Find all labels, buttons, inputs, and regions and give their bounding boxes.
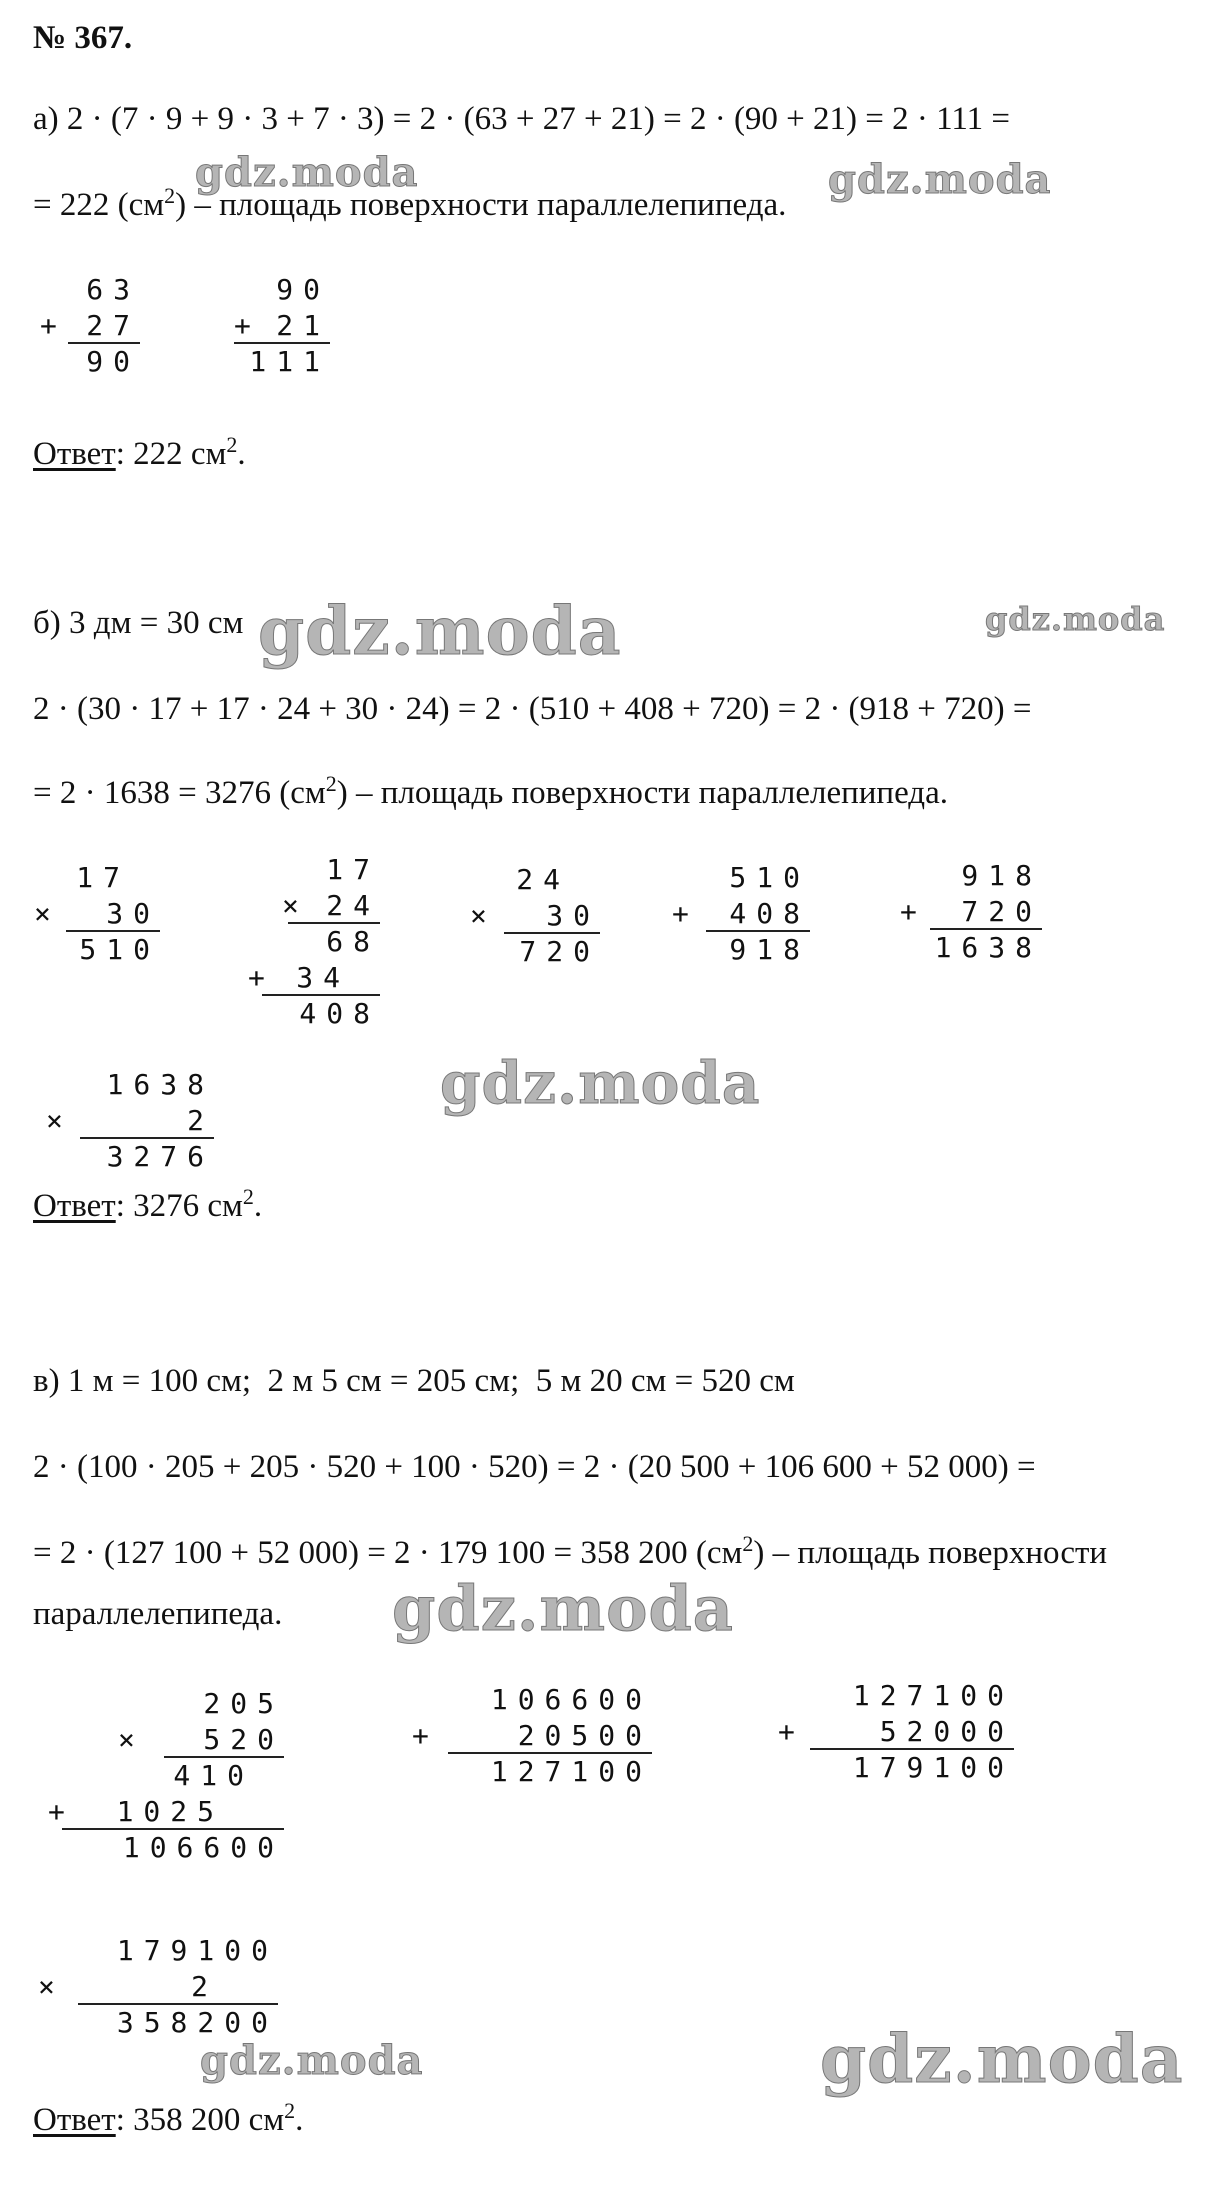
column-calc-b1 bbox=[34, 861, 160, 968]
calc-partial: 410 bbox=[173, 1759, 254, 1792]
superscript: 2 bbox=[226, 432, 238, 457]
calc-row: 27 bbox=[86, 309, 140, 342]
part-b-equation-line3 bbox=[33, 771, 948, 811]
calc-row: 106600 bbox=[490, 1683, 652, 1716]
calc-result: 720 bbox=[519, 935, 600, 968]
calc-underline bbox=[68, 342, 140, 344]
superscript: 2 bbox=[742, 1531, 754, 1556]
calc-underline bbox=[80, 1137, 214, 1139]
watermark: gdz.moda bbox=[195, 149, 419, 196]
column-calc-b6 bbox=[46, 1068, 214, 1175]
calc-row: 720 bbox=[961, 895, 1042, 928]
part-b-result-pre: = 2 · 1638 = 3276 (см bbox=[33, 775, 326, 811]
column-calc-b3 bbox=[470, 863, 600, 970]
superscript: 2 bbox=[164, 183, 176, 208]
calc-row: 510 bbox=[729, 861, 810, 894]
part-c-equation-line2: 2 · (100 · 205 + 205 · 520 + 100 · 520) = 2 · (20 500 + 106 600 + 52 000) = bbox=[33, 1449, 1036, 1485]
answer-label: Ответ bbox=[33, 436, 116, 472]
calc-row: 179100 bbox=[116, 1934, 278, 1967]
watermark: gdz.moda bbox=[820, 2020, 1184, 2098]
calc-underline bbox=[288, 922, 380, 924]
part-b-result-post: ) – площадь поверхности параллелепипеда. bbox=[336, 775, 948, 811]
answer-value: : 3276 см bbox=[115, 1188, 243, 1224]
calc-result: 3276 bbox=[106, 1140, 214, 1173]
part-b-equation-line2: 2 · (30 · 17 + 17 · 24 + 30 · 24) = 2 · (510 + 408 + 720) = 2 · (918 + 720) = bbox=[33, 691, 1032, 727]
part-c-result-post: ) – площадь поверхности bbox=[753, 1535, 1108, 1571]
calc-result: 106600 bbox=[122, 1831, 284, 1864]
calc-row: 24 bbox=[516, 863, 570, 896]
part-c-result-pre: = 2 · (127 100 + 52 000) = 2 · 179 100 = 358 200 (см bbox=[33, 1535, 743, 1571]
watermark: gdz.moda bbox=[440, 1049, 761, 1117]
calc-row: 20500 bbox=[517, 1719, 652, 1752]
plus-sign: + bbox=[412, 1719, 429, 1752]
calc-row: 30 bbox=[546, 899, 600, 932]
times-sign: × bbox=[46, 1104, 63, 1137]
calc-result: 127100 bbox=[490, 1755, 652, 1788]
part-a-result-post: ) – площадь поверхности параллелепипеда. bbox=[175, 187, 787, 223]
part-a-result-pre: = 222 (см bbox=[33, 187, 165, 223]
calc-row: 30 bbox=[106, 897, 160, 930]
watermark: gdz.moda bbox=[200, 2037, 424, 2084]
plus-sign: + bbox=[248, 961, 265, 994]
calc-result: 358200 bbox=[116, 2006, 278, 2039]
calc-underline bbox=[448, 1752, 652, 1754]
calc-underline bbox=[62, 1828, 284, 1830]
times-sign: × bbox=[38, 1970, 55, 2003]
calc-result: 918 bbox=[729, 933, 810, 966]
watermark: gdz.moda bbox=[392, 1572, 734, 1645]
calc-row: 205 bbox=[203, 1687, 284, 1720]
plus-sign: + bbox=[900, 895, 917, 928]
answer-end: . bbox=[237, 436, 246, 472]
calc-partial: 1025 bbox=[116, 1795, 224, 1828]
calc-underline bbox=[930, 928, 1042, 930]
calc-row: 127100 bbox=[852, 1679, 1014, 1712]
calc-row: 408 bbox=[729, 897, 810, 930]
answer-value: : 358 200 см bbox=[115, 2102, 285, 2138]
calc-row: 24 bbox=[326, 889, 380, 922]
times-sign: × bbox=[282, 889, 299, 922]
column-calc-a2 bbox=[230, 273, 330, 380]
column-calc-a1 bbox=[40, 273, 140, 380]
watermark: gdz.moda bbox=[985, 600, 1166, 638]
answer-label: Ответ bbox=[33, 1188, 116, 1224]
calc-row: 17 bbox=[76, 861, 130, 894]
calc-result: 111 bbox=[249, 345, 330, 378]
superscript: 2 bbox=[325, 771, 337, 796]
calc-row: 520 bbox=[203, 1723, 284, 1756]
part-c-equation-line3 bbox=[33, 1531, 1108, 1571]
calc-result: 510 bbox=[79, 933, 160, 966]
superscript: 2 bbox=[284, 2098, 296, 2123]
calc-partial: 34 bbox=[296, 961, 350, 994]
column-calc-b5 bbox=[900, 859, 1042, 966]
calc-result: 90 bbox=[86, 345, 140, 378]
calc-partial: 68 bbox=[326, 925, 380, 958]
calc-result: 179100 bbox=[852, 1751, 1014, 1784]
calc-underline bbox=[504, 932, 600, 934]
calc-row: 63 bbox=[86, 273, 140, 306]
calc-row: 21 bbox=[276, 309, 330, 342]
superscript: 2 bbox=[242, 1184, 254, 1209]
column-calc-c2 bbox=[412, 1683, 652, 1790]
part-c-conversions: в) 1 м = 100 см; 2 м 5 см = 205 см; 5 м 20 см = 520 см bbox=[33, 1363, 795, 1399]
watermark: gdz.moda bbox=[258, 592, 622, 670]
calc-row: 90 bbox=[276, 273, 330, 306]
calc-underline bbox=[706, 930, 810, 932]
plus-sign: + bbox=[48, 1795, 65, 1828]
calc-underline bbox=[234, 342, 330, 344]
calc-row: 2 bbox=[191, 1970, 218, 2003]
part-c-equation-line4: параллелепипеда. bbox=[33, 1596, 283, 1632]
calc-underline bbox=[810, 1748, 1014, 1750]
calc-row: 52000 bbox=[879, 1715, 1014, 1748]
part-a-equation-line1: а) 2 · (7 · 9 + 9 · 3 + 7 · 3) = 2 · (63 + 27 + 21) = 2 · (90 + 21) = 2 · 111 = bbox=[33, 101, 1011, 137]
plus-sign: + bbox=[234, 309, 251, 342]
answer-label: Ответ bbox=[33, 2102, 116, 2138]
calc-underline bbox=[66, 930, 160, 932]
column-calc-b4 bbox=[672, 861, 810, 968]
times-sign: × bbox=[118, 1723, 135, 1756]
problem-number: № 367. bbox=[33, 20, 133, 56]
watermark: gdz.moda bbox=[828, 156, 1052, 203]
plus-sign: + bbox=[40, 309, 57, 342]
calc-row: 2 bbox=[187, 1104, 214, 1137]
part-b-conversion: б) 3 дм = 30 см bbox=[33, 605, 244, 641]
calc-underline bbox=[164, 1756, 284, 1758]
part-c-answer bbox=[33, 2098, 304, 2138]
column-calc-c4 bbox=[38, 1934, 278, 2041]
times-sign: × bbox=[34, 897, 51, 930]
column-calc-c3 bbox=[778, 1679, 1014, 1786]
times-sign: × bbox=[470, 899, 487, 932]
calc-underline bbox=[262, 994, 380, 996]
answer-end: . bbox=[253, 1188, 263, 1224]
plus-sign: + bbox=[778, 1715, 795, 1748]
calc-result: 1638 bbox=[934, 931, 1042, 964]
calc-row: 918 bbox=[961, 859, 1042, 892]
answer-end: . bbox=[295, 2102, 304, 2138]
column-calc-c1 bbox=[48, 1687, 284, 1872]
calc-result: 408 bbox=[299, 997, 380, 1030]
calc-row: 1638 bbox=[106, 1068, 214, 1101]
column-calc-b2 bbox=[248, 853, 380, 1038]
plus-sign: + bbox=[672, 897, 689, 930]
calc-row: 17 bbox=[326, 853, 380, 886]
part-b-answer bbox=[33, 1184, 263, 1224]
part-a-answer bbox=[33, 432, 246, 472]
calc-underline bbox=[78, 2003, 278, 2005]
answer-value: : 222 см bbox=[115, 436, 227, 472]
